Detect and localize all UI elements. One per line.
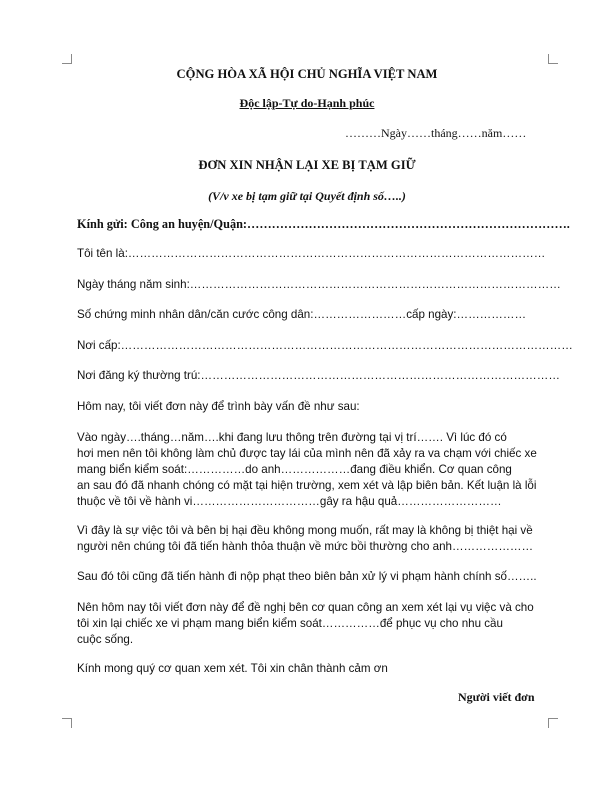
- field-dob: Ngày tháng năm sinh:……………………………………………………………………………………: [77, 278, 561, 291]
- paragraph-4-line: tôi xin lại chiếc xe vi phạm mang biển kiểm soát……………để phục vụ cho nhu cầu: [77, 617, 503, 630]
- form-subtitle: (V/v xe bị tạm giữ tại Quyết định số…..): [208, 189, 406, 203]
- paragraph-2-line: người nên chúng tôi đã tiến hành thỏa thuận về mức bồi thường cho anh…………………: [77, 540, 534, 553]
- corner-mark-top-right: [548, 54, 558, 64]
- field-residence: Nơi đăng ký thường trú:…………………………………………………………………………………: [77, 369, 560, 382]
- paragraph-1-line: hơi men nên tôi không làm chủ được tay lái của mình nên đã xảy ra va chạm với chiếc xe: [77, 447, 537, 460]
- form-title: ĐƠN XIN NHẬN LẠI XE BỊ TẠM GIỮ: [198, 158, 416, 172]
- field-issue-place: Nơi cấp:………………………………………………………………………………………………………: [77, 339, 573, 352]
- paragraph-3-text: Sau đó tôi cũng đã tiến hành đi nộp phạt theo biên bản xử lý vi phạm hành chính số……..: [77, 570, 537, 583]
- paragraph-1-line: Vào ngày….tháng…năm….khi đang lưu thông trên đường tại vị trí……. Vì lúc đó có: [77, 431, 507, 444]
- closing-text: Kính mong quý cơ quan xem xét. Tôi xin chân thành cảm ơn: [77, 662, 388, 675]
- recipient-line: Kính gửi: Công an huyện/Quận:…………………………………………………………………….: [77, 217, 570, 231]
- corner-mark-top-left: [62, 54, 72, 64]
- corner-mark-bottom-right: [548, 718, 558, 728]
- paragraph-1-line: an sau đó đã nhanh chóng có mặt tại hiện trường, xem xét và lập biên bản. Kết luận là lỗi: [77, 479, 537, 492]
- national-title: CỘNG HÒA XÃ HỘI CHỦ NGHĨA VIỆT NAM: [176, 67, 438, 81]
- field-id-number: Số chứng minh nhân dân/căn cước công dân:……………………cấp ngày:………………: [77, 308, 527, 321]
- paragraph-1-line: mang biển kiểm soát:……………do anh………………đang điều khiển. Cơ quan công: [77, 463, 512, 476]
- paragraph-4-line: cuộc sống.: [77, 633, 134, 646]
- signature-label: Người viết đơn: [458, 690, 535, 704]
- motto: Độc lập-Tự do-Hạnh phúc: [239, 96, 375, 110]
- field-name: Tôi tên là:………………………………………………………………………………………………: [77, 247, 546, 260]
- paragraph-2-line: Vì đây là sự việc tôi và bên bị hại đều không mong muốn, rất may là không bị thiệt hại về: [77, 524, 533, 537]
- corner-mark-bottom-left: [62, 718, 72, 728]
- date-line: ………Ngày……tháng……năm……: [345, 126, 527, 140]
- paragraph-1-line: thuộc về tôi về hành vi……………………………gây ra hậu quả………………………: [77, 495, 502, 508]
- intro-text: Hôm nay, tôi viết đơn này để trình bày vấn đề như sau:: [77, 400, 360, 413]
- paragraph-4-line: Nên hôm nay tôi viết đơn này để đề nghị bên cơ quan công an xem xét lại vụ việc và cho: [77, 601, 534, 614]
